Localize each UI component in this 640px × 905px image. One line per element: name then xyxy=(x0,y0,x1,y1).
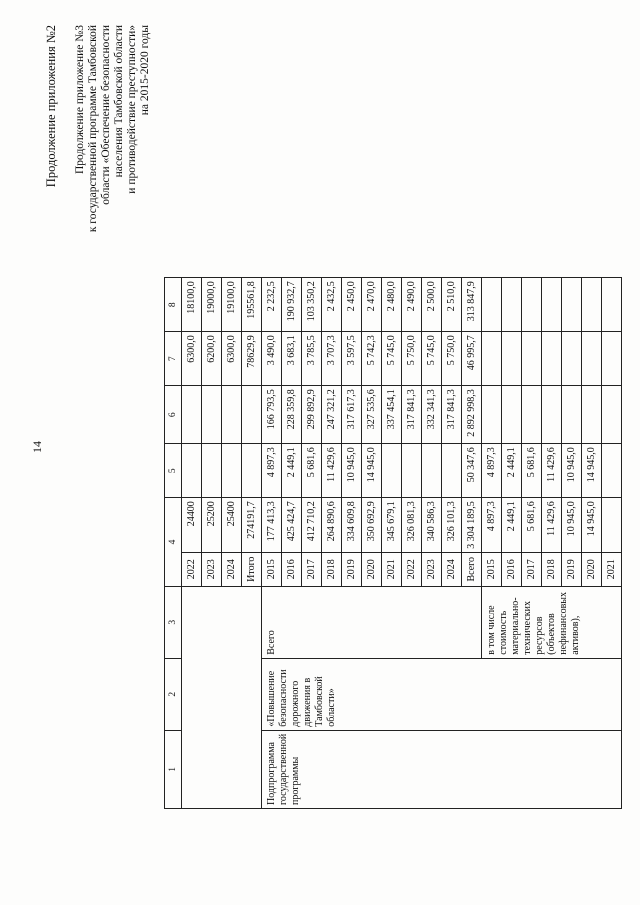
column-number: 5 xyxy=(165,444,182,498)
value-cell: 4 897,3 xyxy=(482,498,502,553)
value-cell: 327 535,6 xyxy=(362,386,382,444)
table-row xyxy=(182,278,202,809)
value-cell: 4 897,3 xyxy=(262,444,282,498)
value-cell: 3 490,0 xyxy=(262,332,282,386)
value-cell: 326 101,3 xyxy=(442,498,462,553)
year-cell: 2024 xyxy=(442,552,462,586)
value-cell: 247 321,2 xyxy=(322,386,342,444)
value-cell: 5 745,0 xyxy=(382,332,402,386)
value-cell xyxy=(562,278,582,332)
value-cell: 2 510,0 xyxy=(442,278,462,332)
value-cell: 317 617,3 xyxy=(342,386,362,444)
value-cell: 2 232,5 xyxy=(262,278,282,332)
value-cell: 264 890,6 xyxy=(322,498,342,553)
year-cell: Итого xyxy=(242,552,262,586)
value-cell: 10 945,0 xyxy=(342,444,362,498)
year-cell: 2018 xyxy=(542,552,562,586)
value-cell: 337 454,1 xyxy=(382,386,402,444)
subheading-line: на 2015-2020 годы xyxy=(139,25,151,116)
value-cell: 25400 xyxy=(222,498,242,553)
value-cell xyxy=(522,386,542,444)
appendix-heading: Продолжение приложения №2 xyxy=(44,25,58,188)
value-cell xyxy=(542,386,562,444)
value-cell xyxy=(182,386,202,444)
value-cell: 5 745,0 xyxy=(422,332,442,386)
value-cell: 50 347,6 xyxy=(462,444,482,498)
value-cell: 19000,0 xyxy=(202,278,222,332)
year-cell: 2022 xyxy=(402,552,422,586)
subheading-line: области «Обеспечение безопасности xyxy=(100,25,112,205)
value-cell xyxy=(562,386,582,444)
year-cell: 2020 xyxy=(582,552,602,586)
value-cell xyxy=(602,278,622,332)
year-cell: 2023 xyxy=(422,552,442,586)
value-cell: 274191,7 xyxy=(242,498,262,553)
value-cell: 6300,0 xyxy=(222,332,242,386)
funding-table xyxy=(164,277,622,809)
value-cell xyxy=(582,278,602,332)
column-number: 4 xyxy=(165,498,182,587)
year-cell: 2024 xyxy=(222,552,242,586)
year-cell: 2016 xyxy=(282,552,302,586)
value-cell xyxy=(602,444,622,498)
value-cell: 25200 xyxy=(202,498,222,553)
value-cell xyxy=(202,386,222,444)
value-cell: 11 429,6 xyxy=(322,444,342,498)
value-cell xyxy=(582,332,602,386)
value-cell: 425 424,7 xyxy=(282,498,302,553)
value-cell: 190 932,7 xyxy=(282,278,302,332)
year-cell: 2017 xyxy=(302,552,322,586)
value-cell: 345 679,1 xyxy=(382,498,402,553)
page-number: 14 xyxy=(30,441,44,453)
blank-cell xyxy=(182,586,262,808)
value-cell: 5 681,6 xyxy=(522,444,542,498)
value-cell: 4 897,3 xyxy=(482,444,502,498)
value-cell: 2 500,0 xyxy=(422,278,442,332)
value-cell: 14 945,0 xyxy=(582,498,602,553)
value-cell: 2 470,0 xyxy=(362,278,382,332)
value-cell: 14 945,0 xyxy=(582,444,602,498)
value-cell: 2 490,0 xyxy=(402,278,422,332)
value-cell: 10 945,0 xyxy=(562,498,582,553)
value-cell: 2 892 998,3 xyxy=(462,386,482,444)
value-cell: 6300,0 xyxy=(182,332,202,386)
value-cell: 340 586,3 xyxy=(422,498,442,553)
year-cell: 2015 xyxy=(262,552,282,586)
value-cell xyxy=(182,444,202,498)
value-cell: 2 450,0 xyxy=(342,278,362,332)
value-cell: 332 341,3 xyxy=(422,386,442,444)
value-cell: 228 359,8 xyxy=(282,386,302,444)
value-cell: 334 609,8 xyxy=(342,498,362,553)
value-cell xyxy=(602,498,622,553)
value-cell: 2 449,1 xyxy=(502,444,522,498)
value-cell xyxy=(482,278,502,332)
value-cell xyxy=(602,332,622,386)
year-cell: 2021 xyxy=(382,552,402,586)
value-cell: 10 945,0 xyxy=(562,444,582,498)
value-cell: 3 683,1 xyxy=(282,332,302,386)
value-cell xyxy=(542,332,562,386)
value-cell: 5 750,0 xyxy=(442,332,462,386)
subheading-line: населения Тамбовской области xyxy=(113,25,125,178)
value-cell: 18100,0 xyxy=(182,278,202,332)
value-cell: 5 742,3 xyxy=(362,332,382,386)
year-cell: 2023 xyxy=(202,552,222,586)
value-cell: 313 847,9 xyxy=(462,278,482,332)
value-cell xyxy=(422,444,442,498)
value-cell xyxy=(502,332,522,386)
value-cell xyxy=(382,444,402,498)
value-cell xyxy=(222,444,242,498)
value-cell xyxy=(402,444,422,498)
subheading-line: Продолжение приложение №3 xyxy=(74,25,86,175)
value-cell xyxy=(202,444,222,498)
column-number: 1 xyxy=(165,730,182,808)
value-cell: 166 793,5 xyxy=(262,386,282,444)
column-number: 2 xyxy=(165,658,182,730)
value-cell: 6200,0 xyxy=(202,332,222,386)
value-cell: 3 597,5 xyxy=(342,332,362,386)
value-cell: 46 995,7 xyxy=(462,332,482,386)
including-label: в том числе стоимость материально-технических ресурсов (объектов нефинансовых активов), xyxy=(482,586,622,658)
column-number-row xyxy=(165,278,182,809)
year-cell: 2020 xyxy=(362,552,382,586)
value-cell: 326 081,3 xyxy=(402,498,422,553)
appendix-subheading xyxy=(74,25,152,345)
table-row xyxy=(262,278,282,809)
value-cell xyxy=(602,386,622,444)
subprogram-name: «Повышение безопасности дорожного движения в Тамбовской области» xyxy=(262,658,622,730)
year-cell: 2019 xyxy=(562,552,582,586)
year-cell: 2016 xyxy=(502,552,522,586)
value-cell: 3 304 189,5 xyxy=(462,498,482,553)
value-cell: 19100,0 xyxy=(222,278,242,332)
value-cell: 103 350,2 xyxy=(302,278,322,332)
value-cell: 78629,9 xyxy=(242,332,262,386)
value-cell xyxy=(242,386,262,444)
value-cell: 11 429,6 xyxy=(542,498,562,553)
value-cell: 5 681,6 xyxy=(302,444,322,498)
value-cell xyxy=(242,444,262,498)
value-cell xyxy=(522,332,542,386)
value-cell: 350 692,9 xyxy=(362,498,382,553)
value-cell: 2 449,1 xyxy=(502,498,522,553)
value-cell: 317 841,3 xyxy=(442,386,462,444)
year-cell: 2018 xyxy=(322,552,342,586)
value-cell xyxy=(542,278,562,332)
value-cell: 14 945,0 xyxy=(362,444,382,498)
value-cell xyxy=(582,386,602,444)
value-cell xyxy=(502,386,522,444)
column-number: 7 xyxy=(165,332,182,386)
subheading-line: и противодействие преступности» xyxy=(126,25,138,194)
value-cell: 2 449,1 xyxy=(282,444,302,498)
value-cell: 195561,8 xyxy=(242,278,262,332)
year-cell: 2017 xyxy=(522,552,542,586)
value-cell: 177 413,3 xyxy=(262,498,282,553)
value-cell xyxy=(482,332,502,386)
value-cell xyxy=(442,444,462,498)
value-cell: 299 892,9 xyxy=(302,386,322,444)
year-cell: 2019 xyxy=(342,552,362,586)
value-cell: 11 429,6 xyxy=(542,444,562,498)
subheading-line: к государственной программе Тамбовской xyxy=(87,25,99,233)
subprogram-label: Подпрограмма государственной программы xyxy=(262,730,622,808)
value-cell xyxy=(502,278,522,332)
value-cell xyxy=(482,386,502,444)
value-cell: 2 480,0 xyxy=(382,278,402,332)
year-cell: 2015 xyxy=(482,552,502,586)
value-cell: 412 710,2 xyxy=(302,498,322,553)
value-cell xyxy=(522,278,542,332)
value-cell xyxy=(562,332,582,386)
column-number: 6 xyxy=(165,386,182,444)
year-cell: 2021 xyxy=(602,552,622,586)
year-cell: 2022 xyxy=(182,552,202,586)
value-cell: 5 750,0 xyxy=(402,332,422,386)
value-cell: 317 841,3 xyxy=(402,386,422,444)
year-cell: Всего xyxy=(462,552,482,586)
column-number: 3 xyxy=(165,586,182,658)
column-number: 8 xyxy=(165,278,182,332)
value-cell: 3 707,3 xyxy=(322,332,342,386)
value-cell: 2 432,5 xyxy=(322,278,342,332)
value-cell: 5 681,6 xyxy=(522,498,542,553)
value-cell: 24400 xyxy=(182,498,202,553)
total-label: Всего xyxy=(262,586,482,658)
value-cell: 3 785,5 xyxy=(302,332,322,386)
value-cell xyxy=(222,386,242,444)
